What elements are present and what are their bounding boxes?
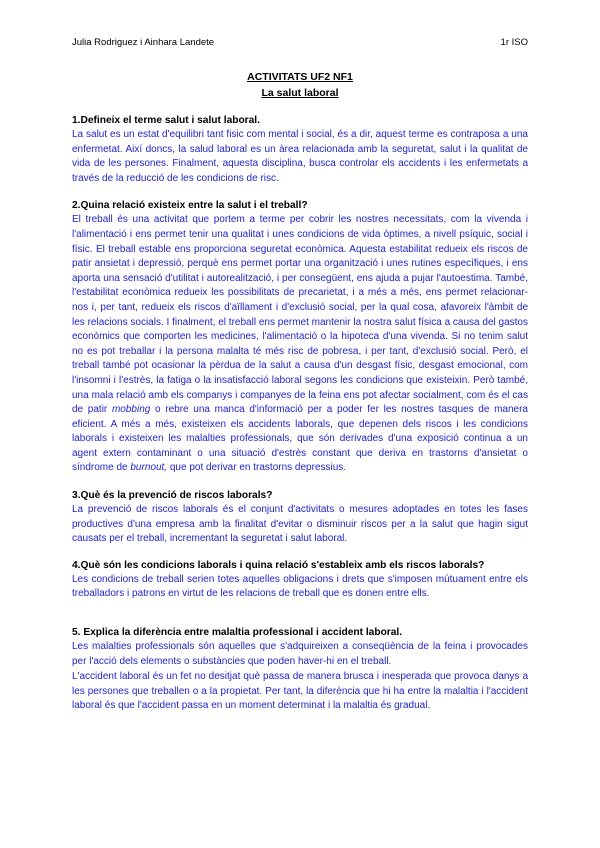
section-1: [72, 114, 528, 186]
answer-2-text-a: El treball és una activitat que portem a terme per cobrir les nostres necessitats, com la vivenda i l'alimentació i ens permet tenir una qualitat i unes condicions de vida òptimes, a nivell psíquic, social i físic. El treball estable ens proporciona seguretat econòmica. Aquesta estabilitat redueix els riscos de patir ansietat i depressió, perquè ens permet portar una organització i unes rutines específiques, i ens aporta una sensació d'utilitat i autorealització, i per consegüent, ens ajuda a pujar l'autoestima. També, l'estabilitat econòmica redueix les possibilitats de precarietat, i a més a més, ens permet relacionar-nos i, per tant, redueix els riscos d'aïllament i d'exclusió social, per la qual cosa, afavoreix l'àmbit de les relacions socials. I finalment, el treball ens permet mantenir la nostra salut física a causa del gastos econòmics que comporten les medicines, l'alimentació o la hipoteca d'una vivenda. Si no tenim salut no es pot treballar i la persona malalta té més risc de pobresa, i per tant, d'exclusió social. Però, el treball també pot ocasionar la pèrdua de la salut a causa d'un desgast físic, desgast emocional, com l'insomni i l'estrès, la fatiga o la insatisfacció laboral segons les condicions que existeixin. Però també, una mala relació amb els companys i companyes de la feina ens pot afectar socialment, com és el cas de patir: [72, 214, 528, 416]
document-title: ACTIVITATS UF2 NF1: [247, 71, 353, 83]
question-5: 5. Explica la diferència entre malaltia professional i accident laboral.: [72, 627, 403, 639]
answer-2-text-b: o rebre una manca d'informació per a poder fer les nostres tasques de manera eficient. A més a més, existeixen els accidents laborals, que depenen dels riscos i les condicions laborals i existeixen les malalties professionals, que són derivades d'una exposició continua a un agent extern contaminant o una situació d'estrès constant que deriva en trastorns d'ansietat o síndrome de: [72, 404, 528, 474]
section-5: [72, 626, 528, 714]
section-4: [72, 559, 528, 602]
question-1: 1.Defineix el terme salut i salut laboral.: [72, 115, 260, 126]
header-authors: Julia Rodriguez i Ainhara Landete: [72, 37, 215, 48]
section-2: [72, 199, 528, 476]
answer-1: La salut es un estat d'equilibri tant fisic com mental i social, és a dir, aquest terme es contraposa a una enfermetat. Així doncs, la salud laboral es un àrea relacionada amb la seguretat, salut i la qualitat de vida de les persones. Finalment, aquesta disciplina, busca controlar els accidents i les enfermetats a través de la reducció de les condicions de risc.: [72, 129, 528, 184]
answer-2-text-c: que pot derivar en trastorns depressius.: [167, 462, 347, 474]
question-2: 2.Quina relació existeix entre la salut i el treball?: [72, 200, 308, 212]
answer-2-term-mobbing: mobbing: [111, 404, 151, 416]
answer-2-term-burnout: burnout,: [130, 462, 168, 474]
question-3: 3.Què és la prevenció de riscos laborals?: [72, 490, 273, 502]
answer-3: La prevenció de riscos laborals és el conjunt d'activitats o mesures adoptades en totes les fases productives d'una empresa amb la finalitat d'evitar o disminuir riscos per a la salut que hagin sigut causats per el treball, incrementant la seguretat i salut laboral.: [72, 504, 528, 545]
document-subtitle: La salut laboral: [261, 87, 339, 99]
answer-5b: L'accident laboral és un fet no desitjat què passa de manera brusca i inesperada que provoca danys a les persones que treballen o a la propietat. Per tant, la diferència que hi ha entre la malaltia i l'accident laboral és que l'accident passa en un moment determinat i la malaltia és gradual.: [72, 671, 528, 712]
answer-2: [72, 213, 528, 476]
page-header: [72, 37, 528, 48]
document-body: [72, 114, 528, 714]
section-3: [72, 489, 528, 547]
title-block: [0, 69, 600, 101]
answer-4: Les condicions de treball serien totes aquelles obligacions i drets que s'imposen mútuament entre els treballadors i patrons en virtut de les relacions de treball que es donen entre ells.: [72, 573, 528, 600]
answer-5a: Les malalties professionals són aquelles que s'adquireixen a conseqüència de la feina i provocades per l'acció dels elements o substàncies que poden haver-hi en el treball.: [72, 641, 528, 667]
header-course: 1r ISO: [500, 37, 528, 48]
question-4: 4.Què són les condicions laborals i quina relació s'estableix amb els riscos laborals?: [72, 559, 485, 571]
